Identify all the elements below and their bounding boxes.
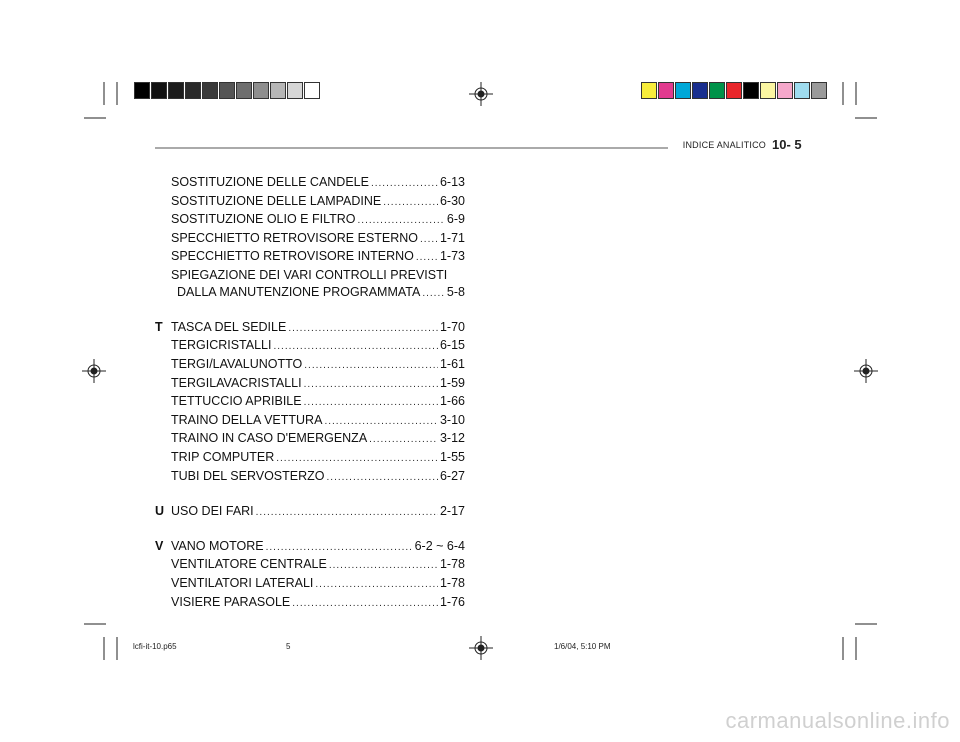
entry-text: SPECCHIETTO RETROVISORE INTERNO <box>171 249 414 264</box>
entry-text: TRIP COMPUTER <box>171 449 275 464</box>
color-swatch <box>777 82 793 99</box>
entry-text: TRAINO DELLA VETTURA <box>171 412 323 427</box>
gray-swatch <box>270 82 286 99</box>
entry-text: TRAINO IN CASO D'EMERGENZA <box>171 431 368 446</box>
leader-dots <box>358 213 445 230</box>
leader-dots <box>273 339 437 356</box>
entry-text: SPIEGAZIONE DEI VARI CONTROLLI PREVISTI <box>171 267 448 282</box>
entry-page: 1-78 <box>439 557 465 572</box>
entry-text: TERGI/LAVALUNOTTO <box>171 356 303 371</box>
grayscale-calibration-bar <box>134 82 321 100</box>
entry-page: 6-13 <box>439 175 465 189</box>
entry-page: 1-78 <box>439 576 465 591</box>
entry-text: TERGICRISTALLI <box>171 338 272 353</box>
entry-text: USO DEI FARI <box>171 503 254 518</box>
index-section <box>155 319 465 486</box>
index-section <box>155 174 465 302</box>
section-title: INDICE ANALITICO <box>682 140 766 150</box>
leader-dots <box>304 395 438 412</box>
index-entry <box>155 174 465 193</box>
gray-swatch <box>134 82 150 99</box>
index-entry <box>155 193 465 212</box>
entry-page: 2-17 <box>439 503 465 518</box>
entry-page: 3-12 <box>439 431 465 446</box>
entry-page: 1-66 <box>439 394 465 409</box>
index-section <box>155 538 465 612</box>
leader-dots <box>304 358 438 375</box>
section-letter: V <box>155 538 164 553</box>
gray-swatch <box>287 82 303 99</box>
color-swatch <box>692 82 708 99</box>
index-entry <box>155 267 465 284</box>
color-swatch <box>794 82 810 99</box>
entry-page: 1-55 <box>439 449 465 464</box>
color-swatch <box>760 82 776 99</box>
leader-dots <box>327 470 438 487</box>
entry-text: SOSTITUZIONE DELLE LAMPADINE <box>171 193 382 208</box>
entry-text: TUBI DEL SERVOSTERZO <box>171 468 325 483</box>
entry-text: SOSTITUZIONE OLIO E FILTRO <box>171 212 356 227</box>
registration-target-bottom <box>469 636 493 660</box>
index-entry <box>155 575 465 594</box>
entry-page: 1-61 <box>439 356 465 371</box>
page-label: 10- 5 <box>772 137 802 152</box>
footer-timestamp: 1/6/04, 5:10 PM <box>554 642 611 651</box>
index-entry <box>155 594 465 613</box>
color-swatch <box>641 82 657 99</box>
entry-text: VENTILATORE CENTRALE <box>171 557 327 572</box>
entry-page: 6-30 <box>439 193 465 208</box>
color-swatch <box>675 82 691 99</box>
entry-text: VISIERE PARASOLE <box>171 594 291 609</box>
index-entry <box>155 449 465 468</box>
color-swatch <box>811 82 827 99</box>
gray-swatch <box>236 82 252 99</box>
section-letter: T <box>155 319 163 334</box>
color-swatch <box>709 82 725 99</box>
section-letter: U <box>155 503 165 518</box>
color-swatch <box>658 82 674 99</box>
leader-dots <box>369 432 438 449</box>
leader-dots <box>329 558 438 575</box>
gray-swatch <box>219 82 235 99</box>
registration-target-right <box>854 359 878 383</box>
entry-page: 1-71 <box>439 230 465 245</box>
index-entry <box>155 284 465 303</box>
index-list <box>155 174 465 629</box>
gray-swatch <box>151 82 167 99</box>
index-entry <box>155 211 465 230</box>
entry-page: 6-15 <box>439 338 465 353</box>
entry-page: 1-73 <box>439 249 465 264</box>
entry-text: TERGILAVACRISTALLI <box>171 375 302 390</box>
entry-page: 3-10 <box>439 412 465 427</box>
registration-target-top <box>469 82 493 106</box>
leader-dots <box>276 451 438 468</box>
index-entry <box>155 556 465 575</box>
index-entry <box>155 503 465 522</box>
gray-swatch <box>185 82 201 99</box>
index-entry <box>155 319 465 338</box>
color-calibration-bar <box>641 82 828 100</box>
entry-text: SOSTITUZIONE DELLE CANDELE <box>171 175 369 189</box>
gray-swatch <box>304 82 320 99</box>
leader-dots <box>422 286 445 303</box>
color-swatch <box>743 82 759 99</box>
footer-page-number: 5 <box>286 642 291 651</box>
entry-page: 6-2 ~ 6-4 <box>414 538 465 553</box>
entry-page: 6-27 <box>439 468 465 483</box>
index-entry <box>155 356 465 375</box>
leader-dots <box>315 577 438 594</box>
leader-dots <box>288 321 438 338</box>
leader-dots <box>371 176 438 193</box>
leader-dots <box>420 232 438 249</box>
index-entry <box>155 393 465 412</box>
registration-target-left <box>82 359 106 383</box>
index-entry <box>155 538 465 557</box>
entry-page: 1-70 <box>439 319 465 334</box>
footer-filename: lcfi-it-10.p65 <box>133 642 177 651</box>
index-entry <box>155 430 465 449</box>
entry-text: VENTILATORI LATERALI <box>171 576 314 591</box>
gray-swatch <box>168 82 184 99</box>
watermark: carmanualsonline.info <box>725 708 950 733</box>
index-entry <box>155 468 465 487</box>
entry-text: TASCA DEL SEDILE <box>171 319 287 334</box>
entry-page: 1-76 <box>439 594 465 609</box>
leader-dots <box>266 540 413 557</box>
gray-swatch <box>253 82 269 99</box>
index-entry <box>155 337 465 356</box>
entry-page: 6-9 <box>446 212 465 227</box>
leader-dots <box>304 377 438 394</box>
entry-page: 1-59 <box>439 375 465 390</box>
entry-text: VANO MOTORE <box>171 538 264 553</box>
index-section <box>155 503 465 522</box>
entry-text: TETTUCCIO APRIBILE <box>171 394 302 409</box>
leader-dots <box>383 195 438 212</box>
gray-swatch <box>202 82 218 99</box>
leader-dots <box>256 505 438 522</box>
leader-dots <box>292 596 438 613</box>
entry-text: DALLA MANUTENZIONE PROGRAMMATA <box>177 284 421 299</box>
leader-dots <box>416 250 438 267</box>
entry-page: 5-8 <box>446 284 465 299</box>
index-entry <box>155 375 465 394</box>
color-swatch <box>726 82 742 99</box>
index-entry <box>155 412 465 431</box>
index-entry <box>155 230 465 249</box>
leader-dots <box>324 414 438 431</box>
index-entry <box>155 248 465 267</box>
entry-text: SPECCHIETTO RETROVISORE ESTERNO <box>171 230 419 245</box>
